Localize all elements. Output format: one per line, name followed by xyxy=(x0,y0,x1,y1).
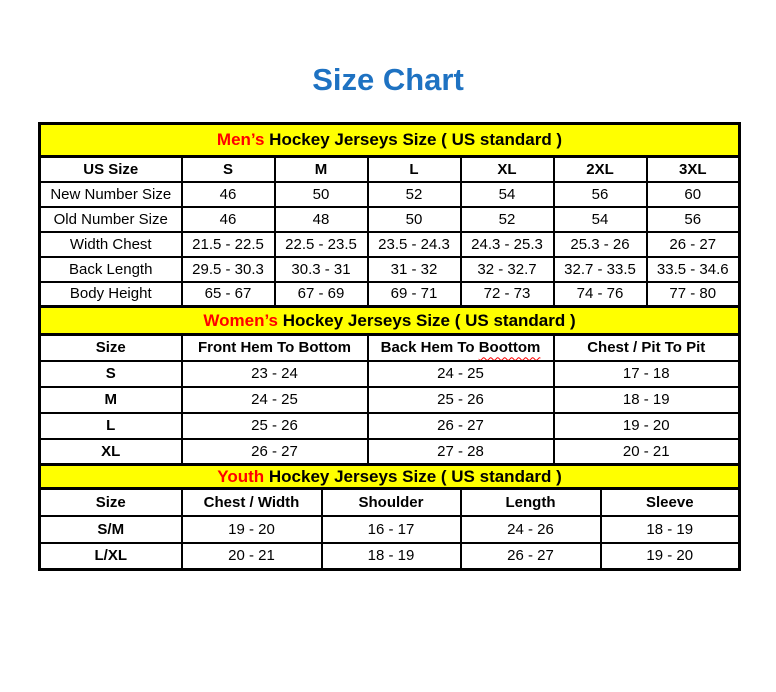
womens-row-label-cell: M xyxy=(40,387,182,413)
mens-column-header-cell: US Size xyxy=(40,157,182,182)
mens-value-cell: 32 - 32.7 xyxy=(461,257,554,282)
mens-value-cell: 46 xyxy=(182,182,275,207)
womens-column-header-row xyxy=(40,335,740,361)
youth-column-header-cell: Length xyxy=(461,489,601,516)
womens-value-cell: 24 - 25 xyxy=(368,361,554,387)
mens-value-cell: 50 xyxy=(368,207,461,232)
mens-value-cell: 65 - 67 xyxy=(182,282,275,307)
mens-value-cell: 48 xyxy=(275,207,368,232)
mens-column-header-cell: 3XL xyxy=(647,157,740,182)
youth-column-header-cell: Sleeve xyxy=(601,489,740,516)
youth-section-header-row xyxy=(40,465,740,489)
mens-column-header-cell: S xyxy=(182,157,275,182)
mens-value-cell: 23.5 - 24.3 xyxy=(368,232,461,257)
mens-value-cell: 25.3 - 26 xyxy=(554,232,647,257)
mens-value-cell: 22.5 - 23.5 xyxy=(275,232,368,257)
mens-value-cell: 60 xyxy=(647,182,740,207)
mens-title-highlight: Men’s xyxy=(216,130,265,149)
mens-value-cell: 54 xyxy=(554,207,647,232)
mens-column-header-row xyxy=(40,157,740,182)
mens-value-cell: 26 - 27 xyxy=(647,232,740,257)
youth-value-cell: 18 - 19 xyxy=(322,543,461,570)
misspelled-word: Boottom xyxy=(478,339,541,357)
mens-row-label-cell: Old Number Size xyxy=(40,207,182,232)
womens-column-header-cell: Back Hem To Boottom xyxy=(368,335,554,361)
womens-value-cell: 20 - 21 xyxy=(554,439,740,465)
mens-value-cell: 31 - 32 xyxy=(368,257,461,282)
womens-row-label-cell: L xyxy=(40,413,182,439)
womens-title-highlight: Women’s xyxy=(203,310,278,330)
mens-value-cell: 72 - 73 xyxy=(461,282,554,307)
womens-value-cell: 26 - 27 xyxy=(182,439,368,465)
mens-value-cell: 56 xyxy=(647,207,740,232)
mens-row-label-cell: Width Chest xyxy=(40,232,182,257)
mens-value-cell: 29.5 - 30.3 xyxy=(182,257,275,282)
womens-table-row xyxy=(40,361,740,387)
womens-column-header-cell: Chest / Pit To Pit xyxy=(554,335,740,361)
womens-size-table xyxy=(38,305,741,466)
mens-value-cell: 67 - 69 xyxy=(275,282,368,307)
mens-column-header-cell: M xyxy=(275,157,368,182)
mens-section-header-row xyxy=(40,124,740,157)
youth-value-cell: 18 - 19 xyxy=(601,516,740,543)
mens-table-row xyxy=(40,257,740,282)
youth-value-cell: 24 - 26 xyxy=(461,516,601,543)
youth-section-title xyxy=(40,465,740,489)
youth-value-cell: 26 - 27 xyxy=(461,543,601,570)
mens-row-label-cell: New Number Size xyxy=(40,182,182,207)
youth-value-cell: 16 - 17 xyxy=(322,516,461,543)
youth-row-label-cell: S/M xyxy=(40,516,182,543)
mens-value-cell: 56 xyxy=(554,182,647,207)
mens-table-row xyxy=(40,282,740,307)
mens-value-cell: 30.3 - 31 xyxy=(275,257,368,282)
youth-value-cell: 19 - 20 xyxy=(601,543,740,570)
mens-value-cell: 32.7 - 33.5 xyxy=(554,257,647,282)
womens-value-cell: 18 - 19 xyxy=(554,387,740,413)
mens-value-cell: 24.3 - 25.3 xyxy=(461,232,554,257)
mens-table-row xyxy=(40,232,740,257)
mens-column-header-cell: L xyxy=(368,157,461,182)
womens-value-cell: 24 - 25 xyxy=(182,387,368,413)
youth-table-row xyxy=(40,516,740,543)
youth-title-highlight: Youth xyxy=(217,466,265,486)
womens-value-cell: 25 - 26 xyxy=(368,387,554,413)
mens-value-cell: 46 xyxy=(182,207,275,232)
youth-title-rest: Hockey Jerseys Size ( US standard ) xyxy=(264,466,562,486)
youth-value-cell: 19 - 20 xyxy=(182,516,322,543)
mens-section-title xyxy=(40,124,740,157)
mens-row-label-cell: Body Height xyxy=(40,282,182,307)
mens-value-cell: 74 - 76 xyxy=(554,282,647,307)
womens-section-title xyxy=(40,307,740,335)
womens-value-cell: 19 - 20 xyxy=(554,413,740,439)
mens-value-cell: 33.5 - 34.6 xyxy=(647,257,740,282)
mens-value-cell: 52 xyxy=(461,207,554,232)
womens-value-cell: 17 - 18 xyxy=(554,361,740,387)
youth-column-header-cell: Shoulder xyxy=(322,489,461,516)
mens-value-cell: 21.5 - 22.5 xyxy=(182,232,275,257)
youth-column-header-row xyxy=(40,489,740,516)
youth-row-label-cell: L/XL xyxy=(40,543,182,570)
womens-title-rest: Hockey Jerseys Size ( US standard ) xyxy=(278,310,576,330)
mens-value-cell: 54 xyxy=(461,182,554,207)
womens-table-row xyxy=(40,387,740,413)
womens-column-header-cell: Size xyxy=(40,335,182,361)
mens-value-cell: 50 xyxy=(275,182,368,207)
mens-size-table xyxy=(38,122,741,308)
youth-column-header-cell: Chest / Width xyxy=(182,489,322,516)
youth-table-row xyxy=(40,543,740,570)
mens-table-row xyxy=(40,182,740,207)
womens-value-cell: 26 - 27 xyxy=(368,413,554,439)
mens-value-cell: 77 - 80 xyxy=(647,282,740,307)
size-chart xyxy=(38,122,738,571)
womens-value-cell: 23 - 24 xyxy=(182,361,368,387)
womens-table-row xyxy=(40,413,740,439)
mens-row-label-cell: Back Length xyxy=(40,257,182,282)
mens-column-header-cell: XL xyxy=(461,157,554,182)
mens-value-cell: 69 - 71 xyxy=(368,282,461,307)
mens-title-rest: Hockey Jerseys Size ( US standard ) xyxy=(264,130,563,149)
womens-column-header-cell: Front Hem To Bottom xyxy=(182,335,368,361)
mens-value-cell: 52 xyxy=(368,182,461,207)
womens-row-label-cell: XL xyxy=(40,439,182,465)
womens-value-cell: 25 - 26 xyxy=(182,413,368,439)
mens-table-row xyxy=(40,207,740,232)
page-title: Size Chart xyxy=(312,62,464,97)
mens-column-header-cell: 2XL xyxy=(554,157,647,182)
youth-value-cell: 20 - 21 xyxy=(182,543,322,570)
womens-value-cell: 27 - 28 xyxy=(368,439,554,465)
youth-column-header-cell: Size xyxy=(40,489,182,516)
womens-row-label-cell: S xyxy=(40,361,182,387)
womens-table-row xyxy=(40,439,740,465)
womens-section-header-row xyxy=(40,307,740,335)
youth-size-table xyxy=(38,463,741,571)
